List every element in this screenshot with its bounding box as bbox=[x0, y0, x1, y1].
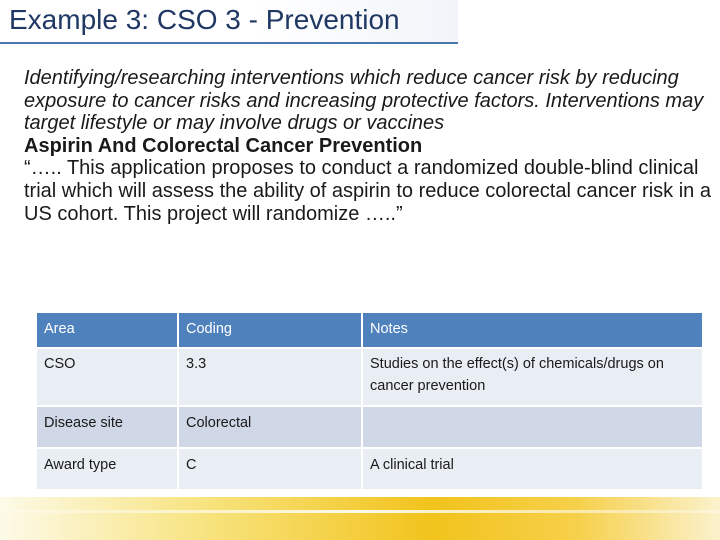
slide-title-bar bbox=[0, 0, 458, 44]
table-header-row bbox=[37, 313, 704, 349]
table-row bbox=[37, 449, 704, 491]
header-notes: Notes bbox=[363, 313, 704, 349]
cell-area: CSO bbox=[37, 349, 179, 407]
intro-text: Identifying/researching interventions which reduce cancer risk by reducing exposure to cancer risks and increasing protective factors. Interventions may target lifestyle or may involve drugs or vaccines bbox=[24, 67, 704, 135]
cell-notes: Studies on the effect(s) of chemicals/drugs on cancer prevention bbox=[363, 349, 704, 407]
project-quote: “….. This application proposes to conduct a randomized double-blind clinical trial which will assess the ability of aspirin to reduce colorectal cancer risk in a US cohort. This project will randomize …..” bbox=[24, 157, 711, 225]
project-heading: Aspirin And Colorectal Cancer Prevention bbox=[24, 134, 423, 157]
cell-coding: C bbox=[179, 449, 363, 491]
header-area: Area bbox=[37, 313, 179, 349]
header-coding: Coding bbox=[179, 313, 363, 349]
slide-title: Example 3: CSO 3 - Prevention bbox=[9, 4, 400, 35]
cell-coding: Colorectal bbox=[179, 407, 363, 449]
cell-area: Disease site bbox=[37, 407, 179, 449]
table-row bbox=[37, 349, 704, 407]
cell-coding: 3.3 bbox=[179, 349, 363, 407]
slide-body bbox=[24, 67, 714, 225]
cell-notes: A clinical trial bbox=[363, 449, 704, 491]
cell-area: Award type bbox=[37, 449, 179, 491]
table-row bbox=[37, 407, 704, 449]
coding-table bbox=[37, 313, 704, 491]
footer-highlight bbox=[0, 510, 720, 513]
footer-decoration bbox=[0, 497, 720, 540]
cell-notes bbox=[363, 407, 704, 449]
